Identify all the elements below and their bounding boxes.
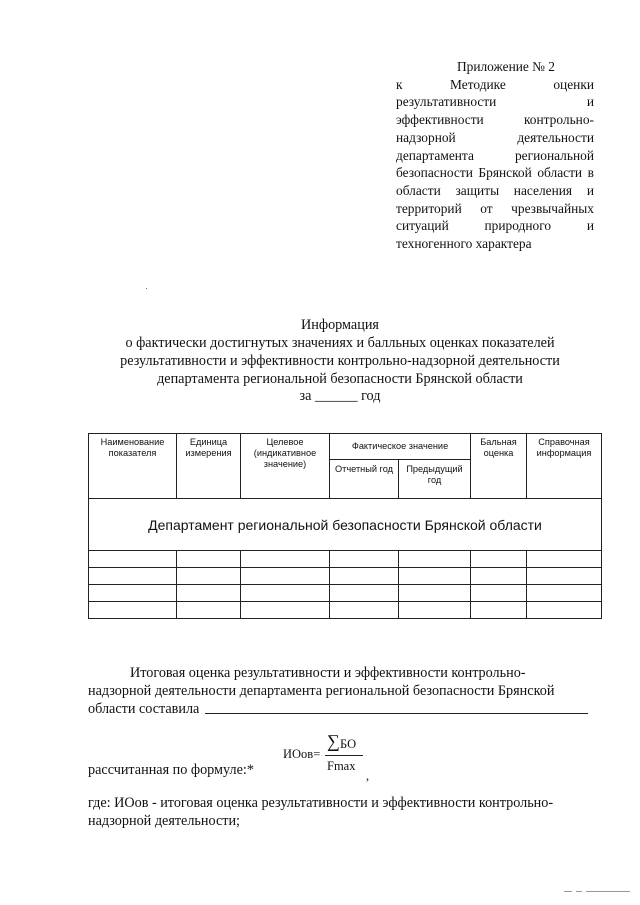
department-row [89,499,602,551]
summary-result-label: области составила [88,701,200,717]
info-subtitle-line-2: результативности и эффективности контрольно-надзорной деятельности [120,353,560,369]
summary-line-3 [88,700,598,718]
where-text: где: ИОов - итоговая оценка результативности и эффективности контрольно-надзорной деятельности; [88,795,554,829]
result-blank-line [205,700,588,714]
table-cell [89,585,177,602]
scan-artifact [564,891,634,895]
sigma-symbol: ∑ [327,731,340,751]
table-cell [241,602,330,619]
appendix-title: Приложение № 2 [456,59,556,74]
table-cell [471,568,527,585]
table-cell [527,551,602,568]
header-indicator-name: Наименование показателя [89,434,177,499]
formula-lhs: ИОов= [283,747,321,761]
formula-numerator: БО [340,737,357,751]
table-cell [399,585,471,602]
header-reference: Справочная информация [527,434,602,499]
table-row [89,602,602,619]
indicators-table [88,433,602,619]
table-cell [177,568,241,585]
table-cell [177,602,241,619]
table-cell [471,585,527,602]
table-row [89,551,602,568]
table-cell [527,568,602,585]
table-cell [177,585,241,602]
table-cell [89,602,177,619]
calculation-label: рассчитанная по формуле:* [88,762,254,778]
table-cell [399,551,471,568]
table-cell [330,585,399,602]
table-cell [330,551,399,568]
table-cell [399,602,471,619]
table-cell [241,551,330,568]
table-cell [330,602,399,619]
fraction-bar [325,755,363,756]
table-cell [330,568,399,585]
appendix-block [396,58,594,253]
table-row [89,568,602,585]
info-subtitle-line-1: о фактически достигнутых значениях и балльных оценках показателей [125,335,555,351]
info-subtitle-line-3: департамента региональной безопасности Брянской области [157,371,523,387]
info-title: Информация [301,317,379,333]
table-cell [241,568,330,585]
table-cell [471,602,527,619]
table-cell [241,585,330,602]
appendix-text: к Методике оценки результативности и эффективности контрольно-надзорной деятельности департамента региональной безопасности Брянской области в области защиты населения и территорий от чрезвычайных ситуаций природного и техногенного характера [396,76,594,252]
table-row [89,585,602,602]
table-cell [527,585,602,602]
header-actual-value: Фактическое значение [330,434,471,460]
table-cell [89,568,177,585]
table-cell [399,568,471,585]
info-year-line: за ______ год [299,388,381,404]
table-cell [89,551,177,568]
header-previous-year: Предыдущий год [399,460,471,499]
table-header-row [89,434,602,460]
summary-line-2: надзорной деятельности департамента региональной безопасности Брянской [88,683,555,699]
table-cell [471,551,527,568]
header-score: Бальная оценка [471,434,527,499]
header-target-value: Целевое (индикативное значение) [241,434,330,499]
header-unit: Единица измерения [177,434,241,499]
table-cell [177,551,241,568]
summary-line-1: Итоговая оценка результативности и эффективности контрольно- [130,665,526,681]
formula-comma: , [366,769,370,783]
header-reporting-year: Отчетный год [330,460,399,499]
scan-speck [146,288,147,289]
department-name: Департамент региональной безопасности Брянской области [89,499,602,551]
table-cell [527,602,602,619]
formula-denominator: Fmax [327,759,356,773]
